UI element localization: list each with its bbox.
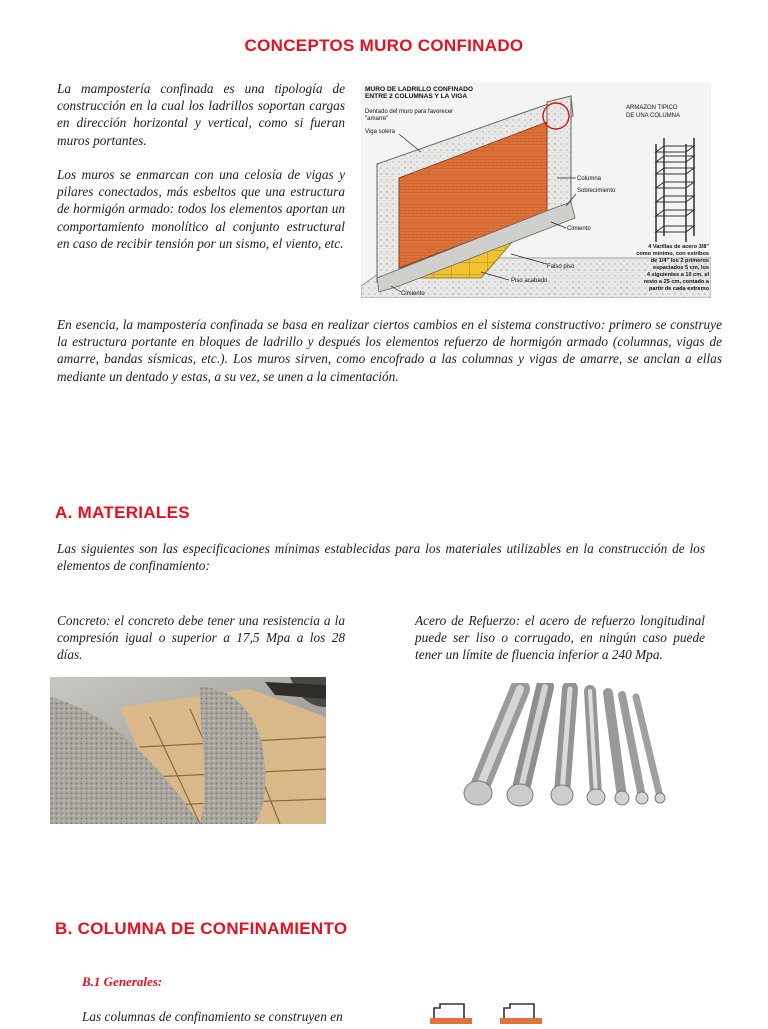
diagram-sobrecimiento: Sobrecimiento (577, 188, 616, 194)
svg-text:4 siguientes a 10 cm, el: 4 siguientes a 10 cm, el (646, 272, 709, 278)
diagram-piso-acabado: Piso acabado (511, 278, 548, 284)
diagram-heading-line2: ENTRE 2 COLUMNAS Y LA VIGA (365, 93, 468, 100)
section-a-heading: A. MATERIALES (55, 503, 190, 522)
svg-text:espaciados 5 cm, los: espaciados 5 cm, los (653, 265, 709, 271)
svg-text:de 1/4" los 2 primeros: de 1/4" los 2 primeros (650, 258, 709, 264)
diagram-falso-piso: Falso piso (547, 264, 575, 270)
svg-text:4 Varillas de acero 3/8": 4 Varillas de acero 3/8" (648, 244, 709, 250)
rebar-photo (450, 683, 676, 821)
intro-paragraph-3: En esencia, la mampostería confinada se basa en realizar ciertos cambios en el sistema constructivo: primero se construye la estructura portante en bloques de ladrillo y después los elementos refuerzo de hormigón armado (columnas, vigas de amarre, bandas sísmicas, etc.). Los muros sirven, como encofrado a las columnas y vigas de amarre, se anclan a ellas mediante un dentado y estas, a su vez, se unen a la cimentación. (57, 317, 722, 384)
diagram-armazon-line2: DE UNA COLUMNA (626, 113, 681, 119)
diagram-armazon-line1: ARMAZON TIPICO (626, 105, 678, 111)
diagram-cimiento-bottom: Cimiento (401, 291, 425, 297)
svg-text:partir de cada extremo: partir de cada extremo (648, 286, 709, 292)
confined-wall-diagram (361, 82, 711, 298)
diagram-columna: Columna (577, 176, 602, 182)
section-a-intro: Las siguientes son las especificaciones mínimas establecidas para los materiales utilizables en la construcción de los elementos de confinamiento: (57, 541, 705, 574)
section-b-heading: B. COLUMNA DE CONFINAMIENTO (55, 919, 348, 938)
diagram-cimiento-right: Cimiento (567, 226, 591, 232)
svg-text:resto a 25 cm, contado a: resto a 25 cm, contado a (643, 279, 709, 285)
diagram-dentado-line1: Dentado del muro para favorecer (365, 109, 454, 115)
section-b-text: Las columnas de confinamiento se construyen en (82, 1009, 343, 1024)
page-title: CONCEPTOS MURO CONFINADO (244, 36, 524, 55)
diagram-viga-solera: Viga solera (365, 129, 395, 135)
intro-paragraph-2: Los muros se enmarcan con una celosía de vigas y pilares conectados, más esbeltos que una estructura de hormigón armado: todos los elementos aportan un comportamiento monolítico al conjunto estructural en caso de recibir tensión por un sismo, el viento, etc. (57, 167, 345, 251)
svg-text:como mínimo, con estribos: como mínimo, con estribos (636, 251, 709, 257)
intro-paragraph-1: La mampostería confinada es una tipología de construcción en la cual los ladrillos soportan cargas en dirección horizontal y vertical, como si fueran muros portantes. (57, 81, 345, 148)
concrete-photo (50, 677, 326, 824)
section-b1-heading: B.1 Generales: (82, 974, 163, 989)
diagram-heading-line1: MURO DE LADRILLO CONFINADO (365, 86, 474, 93)
concreto-text: Concreto: el concreto debe tener una resistencia a la compresión igual o superior a 17,5 Mpa a los 28 días. (57, 613, 345, 663)
diagram-dentado-line2: "amarre" (365, 116, 389, 122)
acero-text: Acero de Refuerzo: el acero de refuerzo longitudinal puede ser liso o corrugado, en ningún caso puede tener un límite de fluencia inferior a 240 Mpa. (415, 613, 705, 663)
column-detail-figure (428, 1000, 558, 1024)
